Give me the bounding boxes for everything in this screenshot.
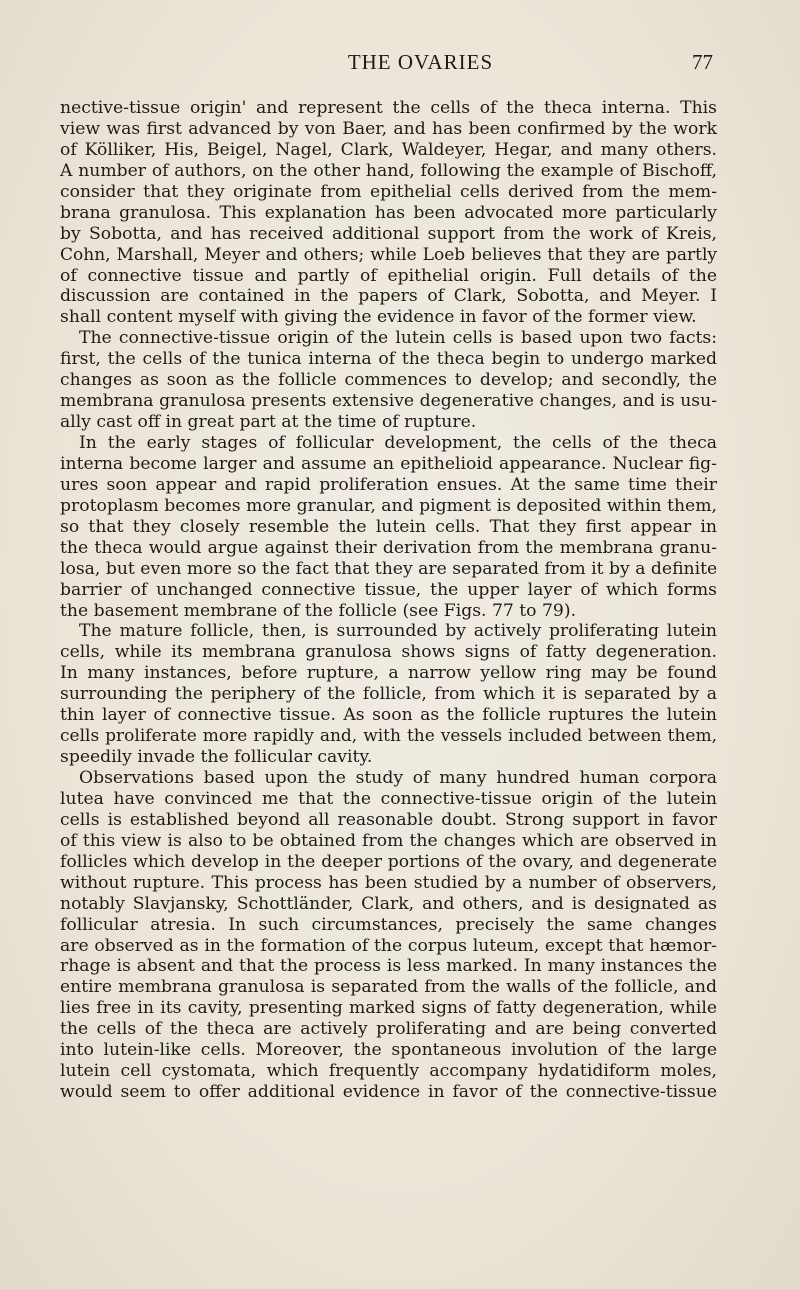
text-line: barrier of unchanged connective tissue, the upper layer of which forms bbox=[60, 579, 717, 600]
text-line: follicles which develop in the deeper portions of the ovary, and degenerate bbox=[60, 851, 717, 872]
text-line: rhage is absent and that the process is less marked. In many instances the bbox=[60, 956, 717, 977]
text-line: so that they closely resemble the lutein cells. That they first appear in bbox=[60, 516, 717, 537]
text-line: changes as soon as the follicle commences to develop; and secondly, the bbox=[60, 370, 717, 391]
text-line: of this view is also to be obtained from the changes which are observed in bbox=[60, 830, 717, 851]
text-line: nective-tissue origin' and represent the cells of the theca interna. This bbox=[60, 98, 717, 118]
text-line: ures soon appear and rapid proliferation ensues. At the same time their bbox=[60, 474, 717, 495]
text-line: interna become larger and assume an epithelioid appearance. Nuclear fig- bbox=[60, 453, 717, 474]
text-line: the basement membrane of the follicle (see Figs. 77 to 79). bbox=[60, 600, 577, 621]
text-line: lutein cell cystomata, which frequently accompany hydatidiform moles, bbox=[60, 1061, 717, 1082]
body-text bbox=[60, 98, 717, 1103]
text-line: ally cast off in great part at the time of rupture. bbox=[60, 412, 477, 433]
chapter-title: THE OVARIES bbox=[347, 50, 494, 74]
text-line: Cohn, Marshall, Meyer and others; while Loeb believes that they are partly bbox=[60, 244, 717, 265]
text-line: without rupture. This process has been studied by a number of observers, bbox=[60, 872, 717, 893]
text-line: The connective-tissue origin of the lutein cells is based upon two facts: bbox=[79, 328, 717, 349]
running-head bbox=[128, 50, 713, 78]
text-line: discussion are contained in the papers of Clark, Sobotta, and Meyer. I bbox=[60, 286, 717, 307]
text-line: lutea have convinced me that the connective-tissue origin of the lutein bbox=[60, 788, 717, 809]
text-line: would seem to offer additional evidence in favor of the connective-tissue bbox=[60, 1082, 717, 1103]
text-line: protoplasm becomes more granular, and pigment is deposited within them, bbox=[60, 495, 717, 516]
text-line: surrounding the periphery of the follicle, from which it is separated by a bbox=[60, 684, 717, 705]
text-line: entire membrana granulosa is separated from the walls of the follicle, and bbox=[60, 977, 717, 998]
text-line: membrana granulosa presents extensive degenerative changes, and is usu- bbox=[60, 391, 717, 412]
text-line: consider that they originate from epithelial cells derived from the mem- bbox=[60, 181, 717, 202]
text-line: cells proliferate more rapidly and, with the vessels included between them, bbox=[60, 726, 717, 747]
text-line: Observations based upon the study of many hundred human corpora bbox=[79, 768, 717, 788]
text-line: speedily invade the follicular cavity. bbox=[60, 747, 373, 768]
text-line: thin layer of connective tissue. As soon as the follicle ruptures the lutein bbox=[60, 705, 717, 726]
text-line: notably Slavjansky, Schottländer, Clark, and others, and is designated as bbox=[60, 893, 717, 914]
text-line: follicular atresia. In such circumstances, precisely the same changes bbox=[60, 914, 717, 935]
text-line: A number of authors, on the other hand, following the example of Bischoff, bbox=[60, 160, 717, 181]
text-line: cells, while its membrana granulosa shows signs of fatty degeneration. bbox=[60, 642, 717, 663]
text-line: brana granulosa. This explanation has been advocated more particularly bbox=[60, 202, 717, 223]
text-line: are observed as in the formation of the corpus luteum, except that hæmor- bbox=[60, 935, 717, 956]
text-line: In the early stages of follicular development, the cells of the theca bbox=[79, 433, 717, 453]
text-line: losa, but even more so the fact that they are separated from it by a definite bbox=[60, 558, 718, 579]
page-number: 77 bbox=[692, 50, 713, 74]
text-line: shall content myself with giving the evidence in favor of the former view. bbox=[60, 307, 697, 328]
text-line: In many instances, before rupture, a narrow yellow ring may be found bbox=[60, 663, 717, 684]
text-line: view was first advanced by von Baer, and has been confirmed by the work bbox=[60, 118, 717, 139]
text-line: first, the cells of the tunica interna of the theca begin to undergo marked bbox=[60, 349, 717, 370]
text-line: of connective tissue and partly of epithelial origin. Full details of the bbox=[60, 265, 717, 286]
text-line: by Sobotta, and has received additional support from the work of Kreis, bbox=[60, 223, 717, 244]
text-line: into lutein-like cells. Moreover, the spontaneous involution of the large bbox=[60, 1040, 717, 1061]
text-line: the theca would argue against their derivation from the membrana granu- bbox=[60, 537, 717, 558]
text-line: of Kölliker, His, Beigel, Nagel, Clark, Waldeyer, Hegar, and many others. bbox=[60, 139, 717, 160]
text-line: The mature follicle, then, is surrounded by actively proliferating lutein bbox=[79, 621, 717, 642]
text-line: the cells of the theca are actively proliferating and are being converted bbox=[60, 1019, 717, 1040]
text-line: lies free in its cavity, presenting marked signs of fatty degeneration, while bbox=[60, 998, 717, 1019]
text-line: cells is established beyond all reasonable doubt. Strong support in favor bbox=[60, 809, 717, 830]
